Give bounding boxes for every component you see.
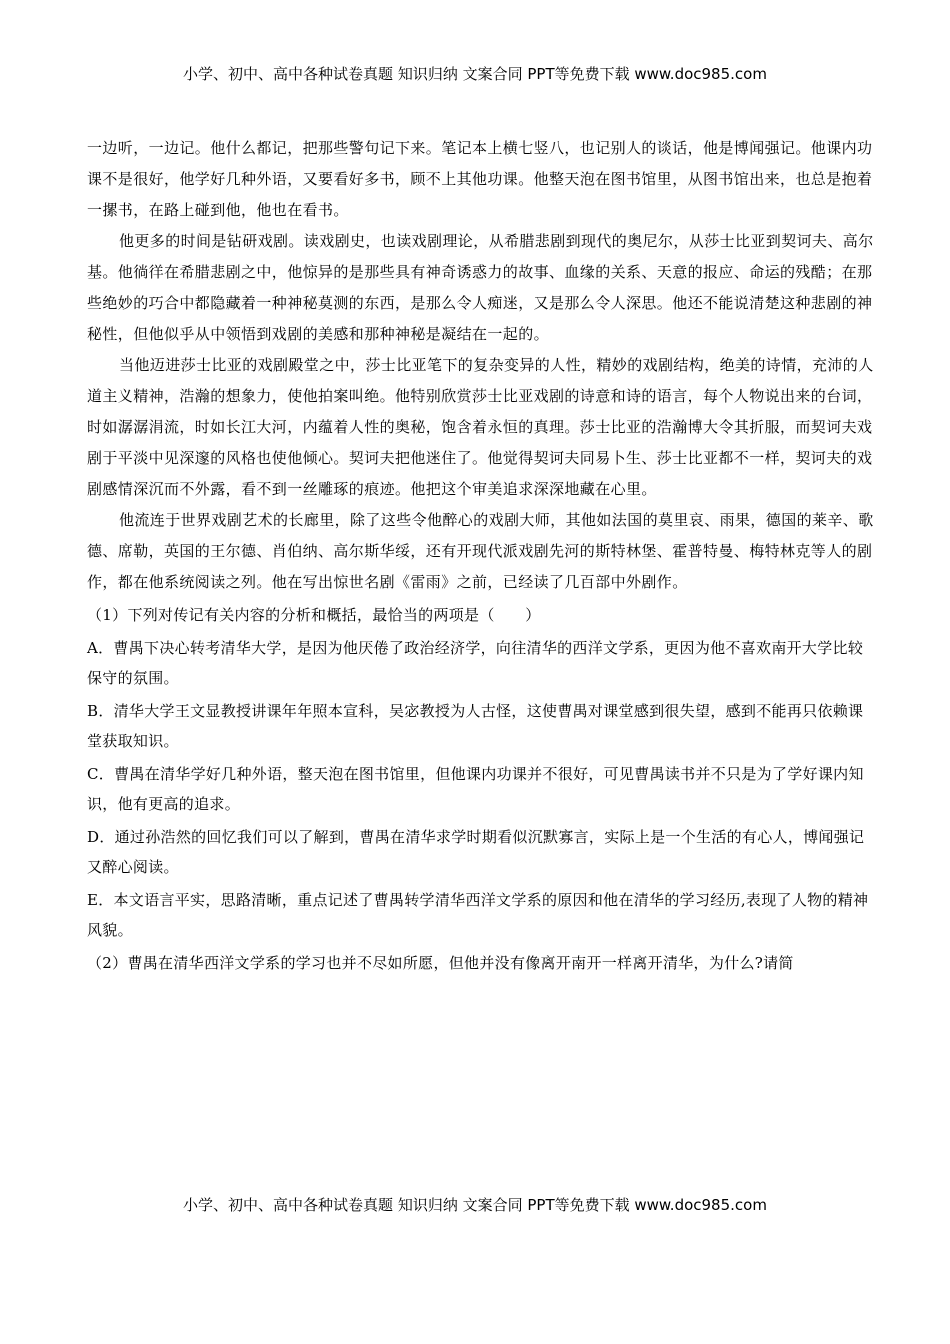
passage-paragraph-3: 当他迈进莎士比亚的戏剧殿堂之中，莎士比亚笔下的复杂变异的人性，精妙的戏剧结构，绝美的诗情，充沛的人道主义精神，浩瀚的想象力，使他拍案叫绝。他特别欣赏莎士比亚戏剧的诗意和诗的语言，每个人物说出来的台词，时如潺潺涓流，时如长江大河，内蕴着人性的奥秘，饱含着永恒的真理。莎士比亚的浩瀚博大令其折服，而契诃夫戏剧于平淡中见深邃的风格也使他倾心。契诃夫把他迷住了。他觉得契诃夫同易卜生、莎士比亚都不一样，契诃夫的戏剧感情深沉而不外露，看不到一丝雕琢的痕迹。他把这个审美追求深深地藏在心里。	[87, 356, 874, 498]
option-c: C．曹禺在清华学好几种外语，整天泡在图书馆里，但他课内功课并不很好，可见曹禺读书并不只是为了学好课内知识，他有更高的追求。	[87, 765, 864, 813]
passage-paragraph-2: 他更多的时间是钻研戏剧。读戏剧史，也读戏剧理论，从希腊悲剧到现代的奥尼尔，从莎士比亚到契诃夫、高尔基。他徜徉在希腊悲剧之中，他惊异的是那些具有神奇诱惑力的故事、血缘的关系、天意的报应、命运的残酷；在那些绝妙的巧合中都隐藏着一种神秘莫测的东西，是那么令人痴迷，又是那么令人深思。他还不能说清楚这种悲剧的神秘性，但他似乎从中领悟到戏剧的美感和那种神秘是凝结在一起的。	[87, 232, 874, 343]
question-2-stem: （2）曹禺在清华西洋文学系的学习也并不尽如所愿，但他并没有像离开南开一样离开清华，为什么?请简	[87, 954, 794, 972]
page-header-banner: 小学、初中、高中各种试卷真题 知识归纳 文案合同 PPT等免费下载 www.doc985.com	[183, 65, 767, 83]
question-1-stem: （1）下列对传记有关内容的分析和概括，最恰当的两项是（ ）	[87, 606, 541, 624]
page-footer-banner: 小学、初中、高中各种试卷真题 知识归纳 文案合同 PPT等免费下载 www.doc985.com	[183, 1196, 767, 1214]
option-d: D．通过孙浩然的回忆我们可以了解到，曹禺在清华求学时期看似沉默寡言，实际上是一个生活的有心人，博闻强记又醉心阅读。	[87, 828, 865, 876]
passage-paragraph-1: 一边听，一边记。他什么都记，把那些警句记下来。笔记本上横七竖八，也记别人的谈话，他是博闻强记。他课内功课不是很好，他学好几种外语，又要看好多书，顾不上其他功课。他整天泡在图书馆里，从图书馆出来，也总是抱着一摞书，在路上碰到他，他也在看书。	[87, 139, 873, 219]
option-b: B．清华大学王文显教授讲课年年照本宣科，吴宓教授为人古怪，这使曹禺对课堂感到很失望，感到不能再只依赖课堂获取知识。	[87, 702, 864, 750]
option-e: E．本文语言平实，思路清晰，重点记述了曹禺转学清华西洋文学系的原因和他在清华的学习经历,表现了人物的精神风貌。	[87, 891, 869, 939]
document-body	[87, 133, 877, 978]
option-a: A．曹禺下决心转考清华大学，是因为他厌倦了政治经济学，向往清华的西洋文学系，更因为他不喜欢南开大学比较保守的氛围。	[87, 639, 864, 687]
passage-paragraph-4: 他流连于世界戏剧艺术的长廊里，除了这些令他醉心的戏剧大师，其他如法国的莫里哀、雨果，德国的莱辛、歌德、席勒，英国的王尔德、肖伯纳、高尔斯华绥，还有开现代派戏剧先河的斯特林堡、霍普特曼、梅特林克等人的剧作，都在他系统阅读之列。他在写出惊世名剧《雷雨》之前，已经读了几百部中外剧作。	[87, 511, 874, 591]
